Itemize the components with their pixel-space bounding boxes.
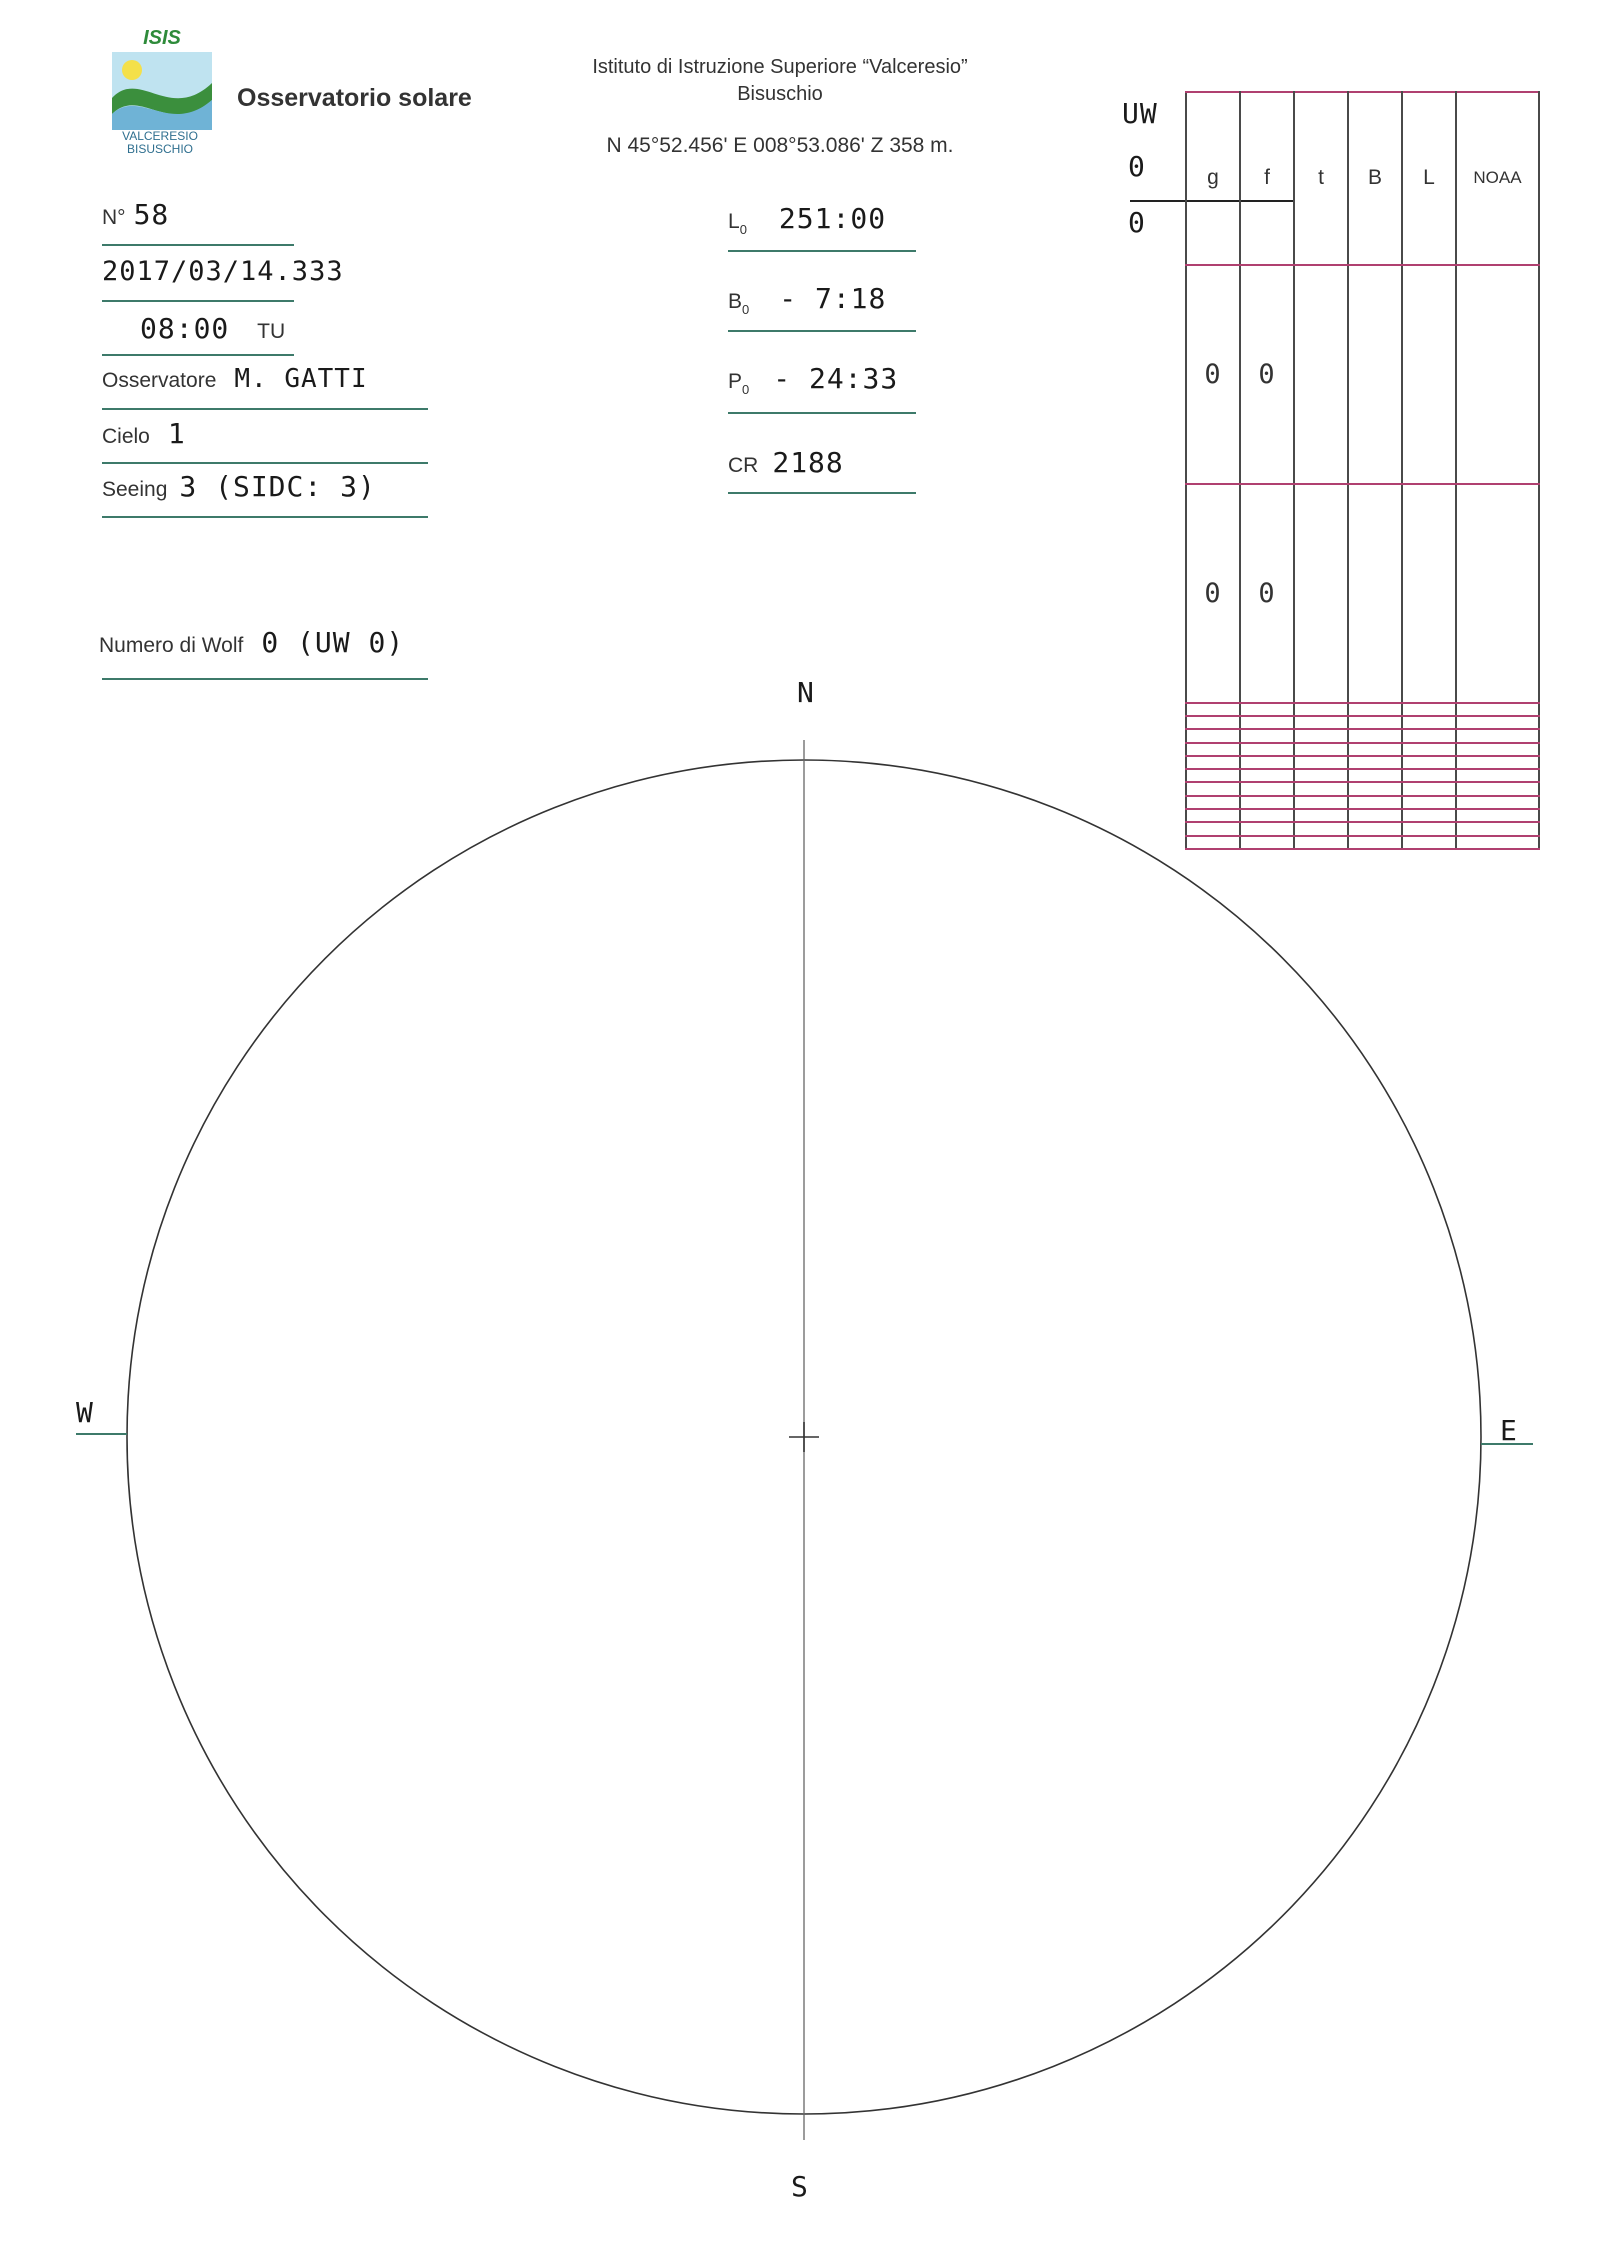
header-t: t bbox=[1294, 92, 1348, 265]
seeing-label: Seeing bbox=[102, 478, 168, 501]
p0-value: - 24:33 bbox=[773, 362, 899, 395]
wolf-number-value: 0 (UW 0) bbox=[261, 626, 405, 659]
p0-label: $P_0$ bbox=[728, 370, 750, 397]
sky-label: Cielo bbox=[102, 425, 150, 448]
west-label: W bbox=[76, 1396, 93, 1429]
table-cell: 0 bbox=[1240, 484, 1294, 703]
observatory-title: Osservatorio solare bbox=[237, 84, 472, 112]
time-unit: TU bbox=[257, 320, 286, 343]
observatory-coordinates: N 45°52.456' E 008°53.086' Z 358 m. bbox=[606, 134, 954, 157]
institute-line-2: Bisuschio bbox=[737, 83, 823, 105]
south-label: S bbox=[791, 2170, 808, 2203]
table-cell: 0 bbox=[1186, 265, 1240, 484]
seeing-value: 3 (SIDC: 3) bbox=[179, 470, 376, 503]
observer-label: Osservatore bbox=[102, 369, 217, 392]
header-noaa: NOAA bbox=[1456, 92, 1539, 265]
wolf-number-label: Numero di Wolf bbox=[99, 634, 244, 657]
table-cell: 0 bbox=[1186, 484, 1240, 703]
cr-value: 2188 bbox=[772, 446, 844, 479]
uw-value-1: 0 bbox=[1128, 150, 1146, 183]
time-value: 08:00 bbox=[140, 312, 230, 345]
cr-label: CR bbox=[728, 454, 759, 477]
uw-label: UW bbox=[1122, 97, 1158, 130]
logo-line-1: VALCERESIO bbox=[122, 129, 198, 143]
east-label: E bbox=[1500, 1414, 1517, 1447]
observer-value: M. GATTI bbox=[234, 364, 368, 394]
l0-value: 251:00 bbox=[778, 202, 887, 235]
uw-value-2: 0 bbox=[1128, 206, 1146, 239]
b0-label: $B_0$ bbox=[728, 290, 750, 317]
institute-line-1: Istituto di Istruzione Superiore “Valceresio” bbox=[592, 56, 968, 78]
logo-lettering: ISIS bbox=[143, 28, 181, 49]
l0-label: $L_0$ bbox=[728, 210, 747, 237]
number-value: 58 bbox=[133, 198, 170, 231]
header-b: B bbox=[1348, 92, 1402, 265]
b0-value: - 7:18 bbox=[779, 282, 887, 315]
sky-value: 1 bbox=[167, 417, 186, 450]
table-cell: 0 bbox=[1240, 265, 1294, 484]
number-label: N° bbox=[102, 206, 126, 229]
north-label: N bbox=[797, 676, 814, 709]
header-l: L bbox=[1402, 92, 1456, 265]
header-f: f bbox=[1240, 92, 1294, 265]
header-g: g bbox=[1186, 92, 1240, 265]
date-value: 2017/03/14.333 bbox=[102, 256, 344, 287]
logo-line-2: BISUSCHIO bbox=[126, 142, 193, 156]
